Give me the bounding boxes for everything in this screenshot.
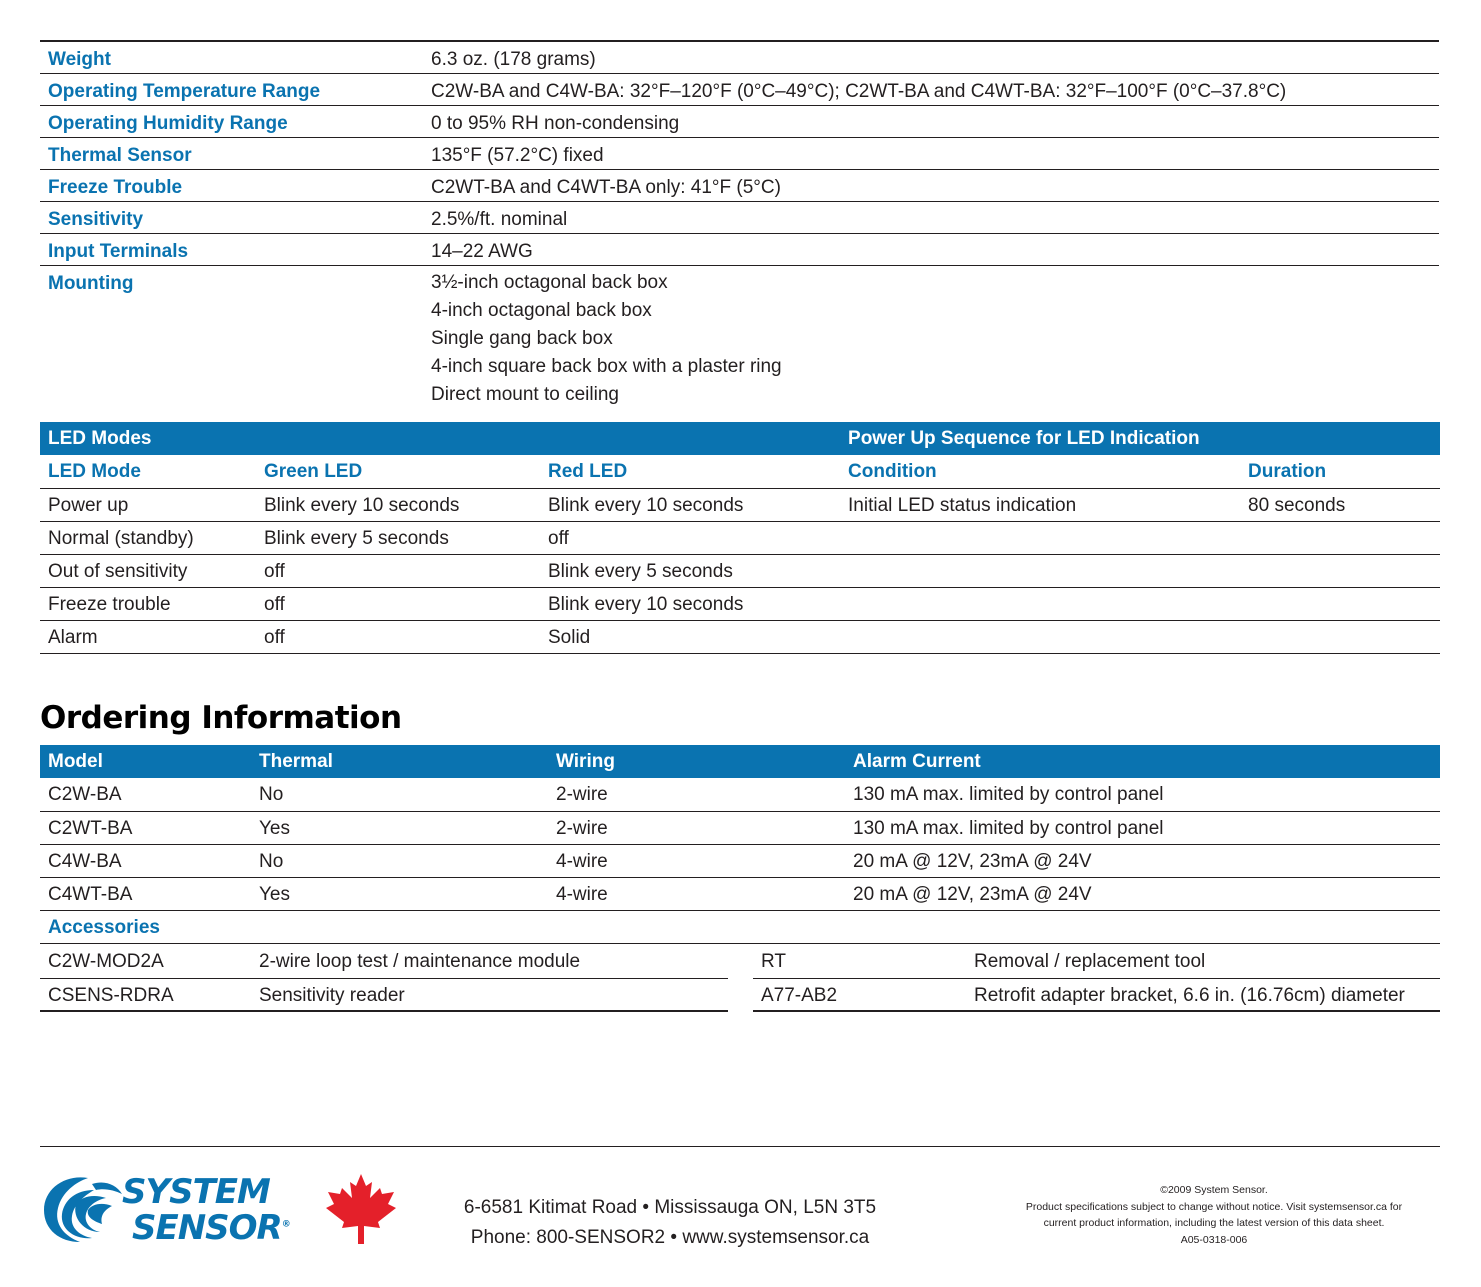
column-header: Thermal bbox=[251, 745, 548, 778]
spec-row bbox=[40, 201, 1439, 233]
ordering-cell: C2W-BA bbox=[40, 778, 251, 811]
led-modes-table bbox=[40, 422, 1440, 654]
column-header: Red LED bbox=[540, 455, 840, 488]
spec-row bbox=[40, 233, 1439, 265]
accessories-right-table bbox=[753, 945, 1440, 1012]
led-cell bbox=[840, 554, 1240, 587]
spec-value: C2W-BA and C4W-BA: 32°F–120°F (0°C–49°C); C2WT-BA and C4WT-BA: 32°F–100°F (0°C–37.8°C) bbox=[423, 73, 1439, 105]
legal-notice bbox=[990, 1182, 1438, 1248]
spec-label: Sensitivity bbox=[40, 201, 423, 233]
led-cell: Blink every 5 seconds bbox=[540, 554, 840, 587]
ordering-cell: 130 mA max. limited by control panel bbox=[845, 778, 1440, 811]
registered-mark: ® bbox=[281, 1219, 290, 1230]
column-header: Alarm Current bbox=[845, 745, 1440, 778]
spec-row bbox=[40, 169, 1439, 201]
spec-value: C2WT-BA and C4WT-BA only: 41°F (5°C) bbox=[423, 169, 1439, 201]
led-cell: Freeze trouble bbox=[40, 587, 256, 620]
ordering-cell: Yes bbox=[251, 877, 548, 910]
led-cell bbox=[840, 620, 1240, 653]
spec-value: 6.3 oz. (178 grams) bbox=[423, 41, 1439, 73]
spec-value: 0 to 95% RH non-condensing bbox=[423, 105, 1439, 137]
accessory-row bbox=[753, 978, 1440, 1011]
spec-row bbox=[40, 41, 1439, 73]
spec-label: Input Terminals bbox=[40, 233, 423, 265]
ordering-cell: 20 mA @ 12V, 23mA @ 24V bbox=[845, 844, 1440, 877]
led-cell bbox=[840, 521, 1240, 554]
led-cell bbox=[1240, 620, 1440, 653]
accessory-cell: CSENS-RDRA bbox=[40, 978, 251, 1011]
ordering-header bbox=[40, 745, 1440, 778]
ordering-cell: 130 mA max. limited by control panel bbox=[845, 811, 1440, 844]
accessory-cell: Removal / replacement tool bbox=[966, 945, 1440, 978]
accessory-cell: C2W-MOD2A bbox=[40, 945, 251, 978]
led-row bbox=[40, 587, 1440, 620]
ordering-cell: 20 mA @ 12V, 23mA @ 24V bbox=[845, 877, 1440, 910]
led-cell: Solid bbox=[540, 620, 840, 653]
accessory-cell: RT bbox=[753, 945, 966, 978]
led-cell: off bbox=[256, 620, 540, 653]
mounting-option: Single gang back box bbox=[431, 327, 613, 349]
column-header: Duration bbox=[1240, 455, 1440, 488]
ordering-cell: No bbox=[251, 844, 548, 877]
legal-text: Product specifications subject to change without notice. Visit systemsensor.ca for bbox=[1025, 1200, 1403, 1213]
accessory-row bbox=[40, 945, 728, 978]
led-row bbox=[40, 554, 1440, 587]
accessory-cell: Retrofit adapter bracket, 6.6 in. (16.76cm) diameter bbox=[966, 978, 1440, 1011]
accessory-cell: 2-wire loop test / maintenance module bbox=[251, 945, 728, 978]
led-cell: Out of sensitivity bbox=[40, 554, 256, 587]
led-cell bbox=[1240, 554, 1440, 587]
mounting-options bbox=[423, 265, 1439, 409]
mounting-option: 4-inch octagonal back box bbox=[431, 299, 652, 321]
document-number: A05-0318-006 bbox=[1180, 1233, 1248, 1246]
spec-label: Weight bbox=[40, 41, 423, 73]
brand-wordmark-text: SENSOR bbox=[132, 1208, 282, 1248]
column-header: Model bbox=[40, 745, 251, 778]
spec-value: 2.5%/ft. nominal bbox=[423, 201, 1439, 233]
led-cell: Blink every 10 seconds bbox=[256, 488, 540, 521]
spec-value: 135°F (57.2°C) fixed bbox=[423, 137, 1439, 169]
ordering-cell: Yes bbox=[251, 811, 548, 844]
led-column-headers bbox=[40, 455, 1440, 488]
led-cell: Alarm bbox=[40, 620, 256, 653]
column-header: Green LED bbox=[256, 455, 540, 488]
mounting-option: 4-inch square back box with a plaster ring bbox=[431, 355, 782, 377]
ordering-cell: 2-wire bbox=[548, 778, 845, 811]
address-line: 6-6581 Kitimat Road • Mississauga ON, L5N 3T5 bbox=[463, 1197, 877, 1218]
led-cell: Blink every 10 seconds bbox=[540, 587, 840, 620]
accessory-cell: A77-AB2 bbox=[753, 978, 966, 1011]
column-header: Wiring bbox=[548, 745, 845, 778]
ordering-cell: 4-wire bbox=[548, 844, 845, 877]
led-cell: Initial LED status indication bbox=[840, 488, 1240, 521]
specifications-table bbox=[40, 40, 1439, 409]
mounting-option: Direct mount to ceiling bbox=[431, 383, 619, 405]
column-header: LED Mode bbox=[40, 455, 256, 488]
ordering-cell: C4W-BA bbox=[40, 844, 251, 877]
spec-label: Mounting bbox=[48, 272, 134, 294]
led-cell: Blink every 10 seconds bbox=[540, 488, 840, 521]
ordering-row bbox=[40, 811, 1440, 844]
ordering-row bbox=[40, 877, 1440, 910]
spec-row bbox=[40, 137, 1439, 169]
led-cell: 80 seconds bbox=[1240, 488, 1440, 521]
ordering-cell: 2-wire bbox=[548, 811, 845, 844]
ordering-cell: C2WT-BA bbox=[40, 811, 251, 844]
ordering-row bbox=[40, 844, 1440, 877]
accessory-row bbox=[753, 945, 1440, 978]
mounting-option: 3½-inch octagonal back box bbox=[431, 271, 668, 293]
accessory-row bbox=[40, 978, 728, 1011]
accessory-cell: Sensitivity reader bbox=[251, 978, 728, 1011]
ordering-table bbox=[40, 745, 1440, 944]
contact-address bbox=[440, 1193, 900, 1253]
led-cell: off bbox=[256, 554, 540, 587]
led-modes-heading: LED Modes bbox=[40, 422, 840, 455]
spec-label: Thermal Sensor bbox=[40, 137, 423, 169]
accessories-heading: Accessories bbox=[40, 910, 1440, 943]
brand-wordmark-line1: SYSTEM bbox=[122, 1172, 270, 1212]
copyright: ©2009 System Sensor. bbox=[1160, 1184, 1268, 1196]
ordering-cell: 4-wire bbox=[548, 877, 845, 910]
brand-wordmark-line2 bbox=[132, 1208, 290, 1248]
column-header: Condition bbox=[840, 455, 1240, 488]
spec-row-mounting bbox=[40, 265, 1439, 409]
phone-web-line: Phone: 800-SENSOR2 • www.systemsensor.ca bbox=[470, 1227, 870, 1248]
ordering-information-title: Ordering Information bbox=[40, 700, 402, 736]
accessories-row bbox=[40, 910, 1440, 943]
led-cell: Normal (standby) bbox=[40, 521, 256, 554]
accessories-left-table bbox=[40, 945, 728, 1012]
power-up-heading: Power Up Sequence for LED Indication bbox=[840, 422, 1440, 455]
spec-row bbox=[40, 105, 1439, 137]
led-row bbox=[40, 521, 1440, 554]
led-cell bbox=[1240, 521, 1440, 554]
spec-value: 14–22 AWG bbox=[423, 233, 1439, 265]
led-cell bbox=[1240, 587, 1440, 620]
led-table-header bbox=[40, 422, 1440, 455]
footer-divider bbox=[40, 1146, 1440, 1147]
spec-label: Operating Temperature Range bbox=[40, 73, 423, 105]
ordering-cell: No bbox=[251, 778, 548, 811]
ordering-cell: C4WT-BA bbox=[40, 877, 251, 910]
led-row bbox=[40, 488, 1440, 521]
led-cell bbox=[840, 587, 1240, 620]
led-cell: Power up bbox=[40, 488, 256, 521]
spec-row bbox=[40, 73, 1439, 105]
led-cell: off bbox=[256, 587, 540, 620]
spec-label: Operating Humidity Range bbox=[40, 105, 423, 137]
led-row bbox=[40, 620, 1440, 653]
spec-label: Freeze Trouble bbox=[40, 169, 423, 201]
led-cell: off bbox=[540, 521, 840, 554]
led-cell: Blink every 5 seconds bbox=[256, 521, 540, 554]
ordering-row bbox=[40, 778, 1440, 811]
maple-leaf-icon bbox=[322, 1172, 400, 1244]
legal-text: current product information, including the latest version of this data sheet. bbox=[1043, 1217, 1385, 1229]
